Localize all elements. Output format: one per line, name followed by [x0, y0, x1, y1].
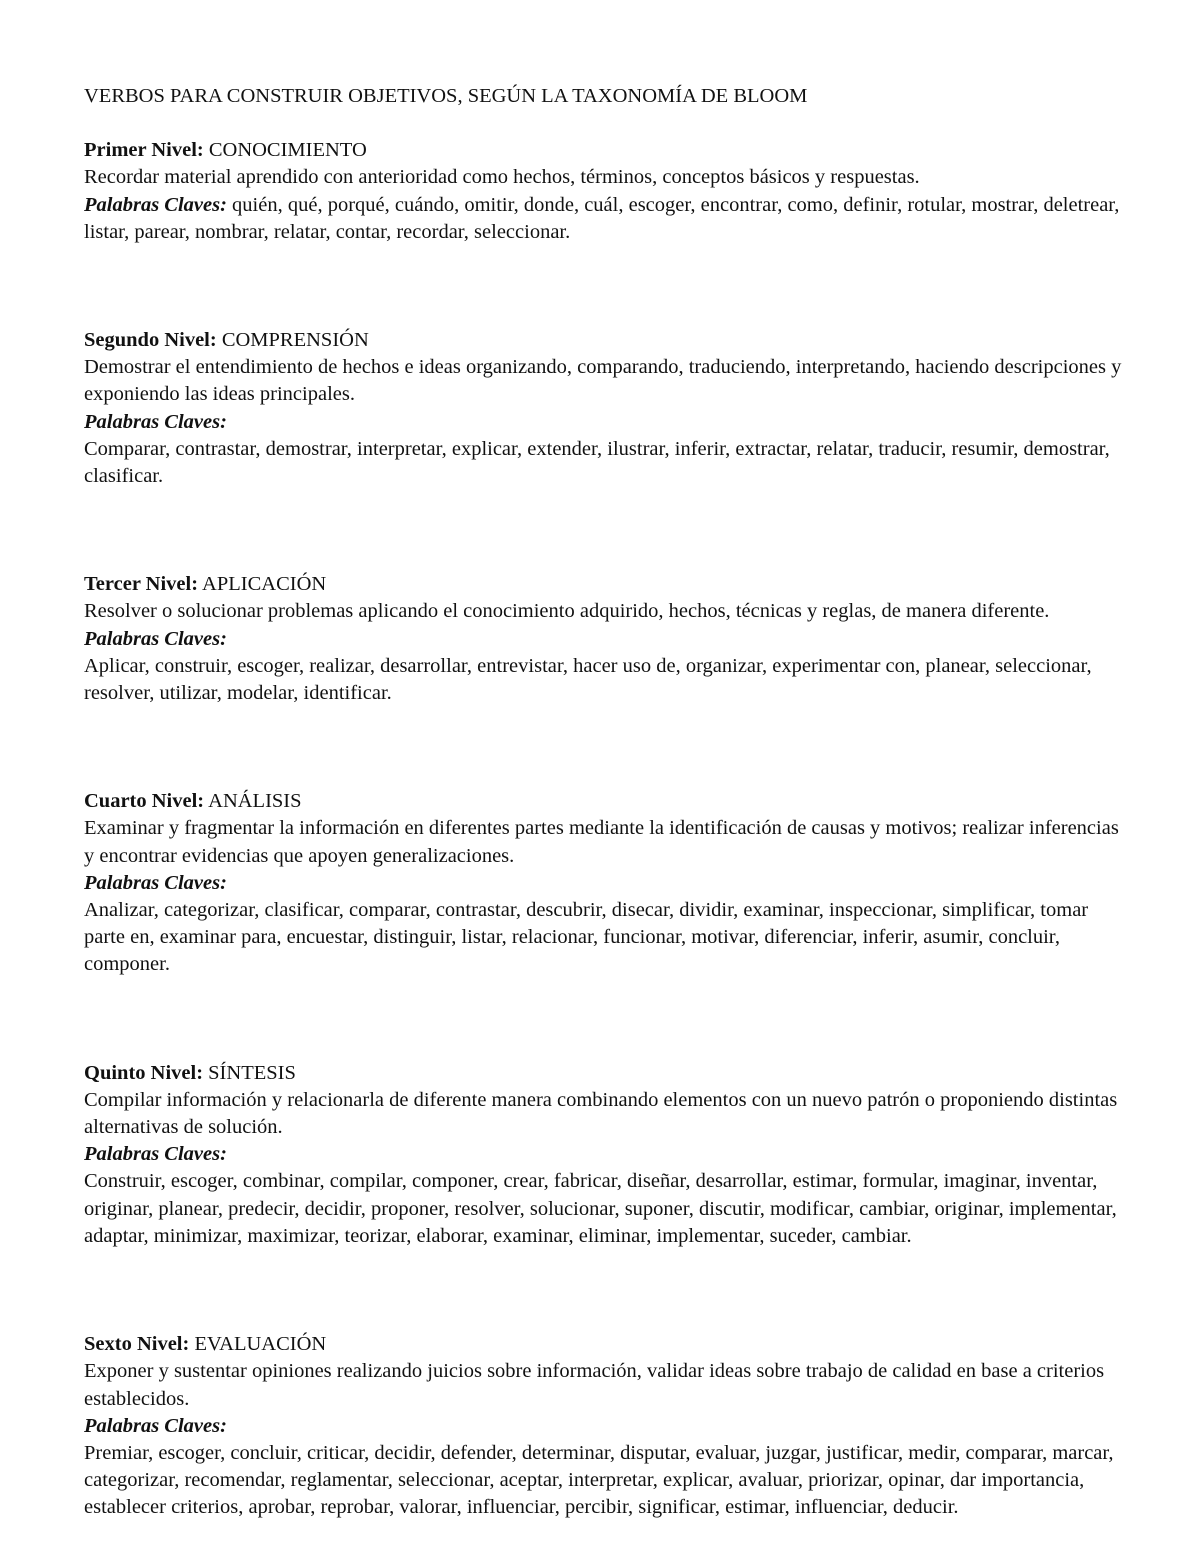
section-sintesis	[84, 1060, 1124, 1250]
keywords-list: Premiar, escoger, concluir, criticar, decidir, defender, determinar, disputar, evaluar, juzgar, justificar, medir, comparar, marcar, categorizar, recomendar, reglamentar, seleccionar, aceptar, interpretar, explicar, avaluar, priorizar, opinar, dar importancia, establecer criterios, aprobar, reprobar, valorar, influenciar, percibir, significar, estimar, influenciar, deducir.	[84, 1441, 1114, 1519]
section-aplicacion	[84, 571, 1124, 707]
level-label: Segundo Nivel:	[84, 329, 217, 352]
level-description: Demostrar el entendimiento de hechos e ideas organizando, comparando, traduciendo, interpretando, haciendo descripciones y exponiendo las ideas principales.	[84, 356, 1122, 406]
keywords-list: Aplicar, construir, escoger, realizar, desarrollar, entrevistar, hacer uso de, organizar, experimentar con, planear, seleccionar, resolver, utilizar, modelar, identificar.	[84, 654, 1092, 705]
level-description: Recordar material aprendido con anterioridad como hechos, términos, conceptos básicos y respuestas.	[84, 166, 920, 189]
section-heading	[84, 327, 1124, 354]
level-name: APLICACIÓN	[202, 573, 327, 596]
section-comprension	[84, 327, 1124, 490]
level-name: ANÁLISIS	[208, 790, 302, 813]
keywords-list: Construir, escoger, combinar, compilar, componer, crear, fabricar, diseñar, desarrollar, estimar, formular, imaginar, inventar, originar, planear, predecir, decidir, proponer, resolver, solucionar, suponer, discutir, modificar, cambiar, originar, implementar, adaptar, minimizar, maximizar, teorizar, elaborar, examinar, eliminar, implementar, suceder, cambiar.	[84, 1170, 1117, 1247]
keywords-list: Analizar, categorizar, clasificar, comparar, contrastar, descubrir, disecar, dividir, examinar, inspeccionar, simplificar, tomar parte en, examinar para, encuestar, distinguir, listar, relacionar, funcionar, motivar, diferenciar, inferir, asumir, concluir, componer.	[84, 899, 1089, 976]
level-description: Examinar y fragmentar la información en diferentes partes mediante la identificación de causas y motivos; realizar inferencias y encontrar evidencias que apoyen generalizaciones.	[84, 817, 1119, 867]
section-heading	[84, 1331, 1124, 1358]
level-label: Tercer Nivel:	[84, 573, 199, 596]
keywords-list: Comparar, contrastar, demostrar, interpretar, explicar, extender, ilustrar, inferir, extractar, relatar, traducir, resumir, demostrar, clasificar.	[84, 437, 1110, 488]
level-description: Resolver o solucionar problemas aplicando el conocimiento adquirido, hechos, técnicas y reglas, de manera diferente.	[84, 600, 1050, 623]
section-evaluacion	[84, 1331, 1124, 1521]
level-name: SÍNTESIS	[208, 1061, 296, 1084]
section-heading	[84, 571, 1124, 598]
level-label: Cuarto Nivel:	[84, 790, 205, 813]
section-heading	[84, 137, 1124, 164]
section-analisis	[84, 788, 1124, 978]
keywords-label: Palabras Claves:	[84, 193, 227, 216]
keywords-label: Palabras Claves:	[84, 871, 227, 894]
document-page	[84, 83, 1124, 1522]
keywords-label: Palabras Claves:	[84, 1143, 227, 1166]
keywords-list: quién, qué, porqué, cuándo, omitir, donde, cuál, escoger, encontrar, como, definir, rotular, mostrar, deletrear, listar, parear, nombrar, relatar, contar, recordar, seleccionar.	[84, 193, 1120, 243]
document-title: VERBOS PARA CONSTRUIR OBJETIVOS, SEGÚN LA TAXONOMÍA DE BLOOM	[84, 85, 808, 107]
keywords-label: Palabras Claves:	[84, 1414, 227, 1437]
section-conocimiento	[84, 137, 1124, 246]
level-label: Primer Nivel:	[84, 139, 204, 162]
keywords-label: Palabras Claves:	[84, 627, 227, 650]
section-heading	[84, 788, 1124, 815]
level-description: Exponer y sustentar opiniones realizando juicios sobre información, validar ideas sobre trabajo de calidad en base a criterios establecidos.	[84, 1360, 1105, 1410]
level-description: Compilar información y relacionarla de diferente manera combinando elementos con un nuevo patrón o proponiendo distintas alternativas de solución.	[84, 1088, 1118, 1139]
level-name: CONOCIMIENTO	[208, 139, 367, 162]
level-label: Sexto Nivel:	[84, 1333, 190, 1356]
level-label: Quinto Nivel:	[84, 1061, 204, 1084]
level-name: EVALUACIÓN	[194, 1333, 327, 1356]
section-heading	[84, 1060, 1124, 1087]
level-name: COMPRENSIÓN	[221, 329, 369, 352]
keywords-paragraph	[84, 192, 1124, 246]
keywords-label: Palabras Claves:	[84, 410, 227, 433]
